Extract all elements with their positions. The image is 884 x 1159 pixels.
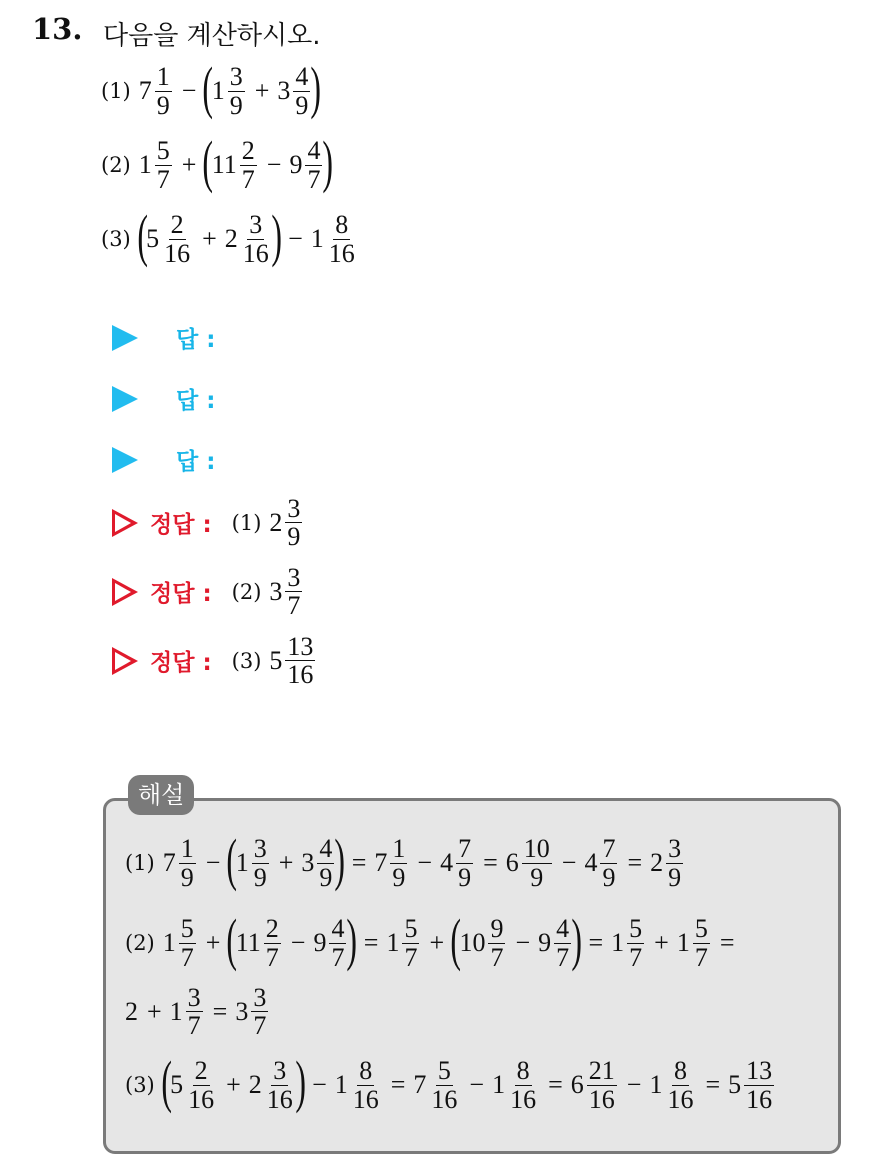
correct-answer-1: 정답 : (1) 2 $\frac{3}{9}$ [112, 495, 304, 551]
problem-number: 13. [32, 12, 83, 46]
triangle-right-icon [112, 386, 138, 412]
triangle-outline-icon [112, 509, 138, 537]
correct-label: 정답 : [150, 581, 212, 608]
answer-label: 답 : [176, 449, 216, 475]
triangle-outline-icon [112, 647, 138, 675]
solution-line-2a: (2) 1 $\frac{5}{7}$ + ( 11 $\frac{2}{7}$ − 9 $\frac{4}{7}$ ) = 1 $\frac{5}{7}$ + ( 10 $\frac{9}{7}$ − 9 $\frac{4}{7}$ ) = 1 $\frac{5}{7}$ + 1 $\frac{5}{7}$ = [125, 907, 735, 972]
solution-line-3: (3) ( 5 $\frac{2}{16}$ + 2 $\frac{3}{16}$ ) − 1 $\frac{8}{16}$ = 7 $\frac{5}{16}$ − 1 $\frac{8}{16}$ = 6 $\frac{21}{16}$ − 1 $\frac{8}{16}$ = 5 $\frac{13}{16}$ [125, 1049, 773, 1114]
item-label: (2) [101, 153, 131, 177]
answer-label: 답 : [176, 388, 216, 414]
item-label: (1) [101, 79, 131, 103]
triangle-outline-icon [112, 578, 138, 606]
correct-answer-3: 정답 : (3) 5 $\frac{13}{16}$ [112, 633, 317, 689]
solution-line-1: (1) 7 $\frac{1}{9}$ − ( 1 $\frac{3}{9}$ + 3 $\frac{4}{9}$ ) = 7 $\frac{1}{9}$ − 4 $\frac{7}{9}$ = 6 $\frac{10}{9}$ − 4 $\frac{7}{9}$ = 2 $\frac{3}{9}$ [125, 827, 682, 892]
problem-item-2: (2) 1 $\frac{5}{7}$ + ( 11 $\frac{2}{7}$ − 9 $\frac{4}{7}$ ) [101, 129, 334, 194]
triangle-right-icon [112, 325, 138, 351]
problem-item-1: (1) 7 $\frac{1}{9}$ − ( 1 $\frac{3}{9}$ + 3 $\frac{4}{9}$ ) [101, 55, 322, 120]
answer-label: 답 : [176, 327, 216, 353]
correct-label: 정답 : [150, 512, 212, 539]
answer-row-2 [112, 382, 215, 415]
problem-instruction: 다음을 계산하시오. [103, 21, 321, 51]
problem-item-3: (3) ( 5 $\frac{2}{16}$ + 2 $\frac{3}{16}$ ) − 1 $\frac{8}{16}$ [101, 203, 355, 268]
correct-answer-2: 정답 : (2) 3 $\frac{3}{7}$ [112, 564, 304, 620]
answer-row-3 [112, 443, 215, 476]
correct-label: 정답 : [150, 650, 212, 677]
triangle-right-icon [112, 447, 138, 473]
item-label: (3) [101, 227, 131, 251]
solution-tag: 해설 [128, 775, 194, 815]
solution-line-2b: 2 + 1 $\frac{3}{7}$ = 3 $\frac{3}{7}$ [125, 983, 267, 1041]
answer-row-1 [112, 321, 215, 354]
